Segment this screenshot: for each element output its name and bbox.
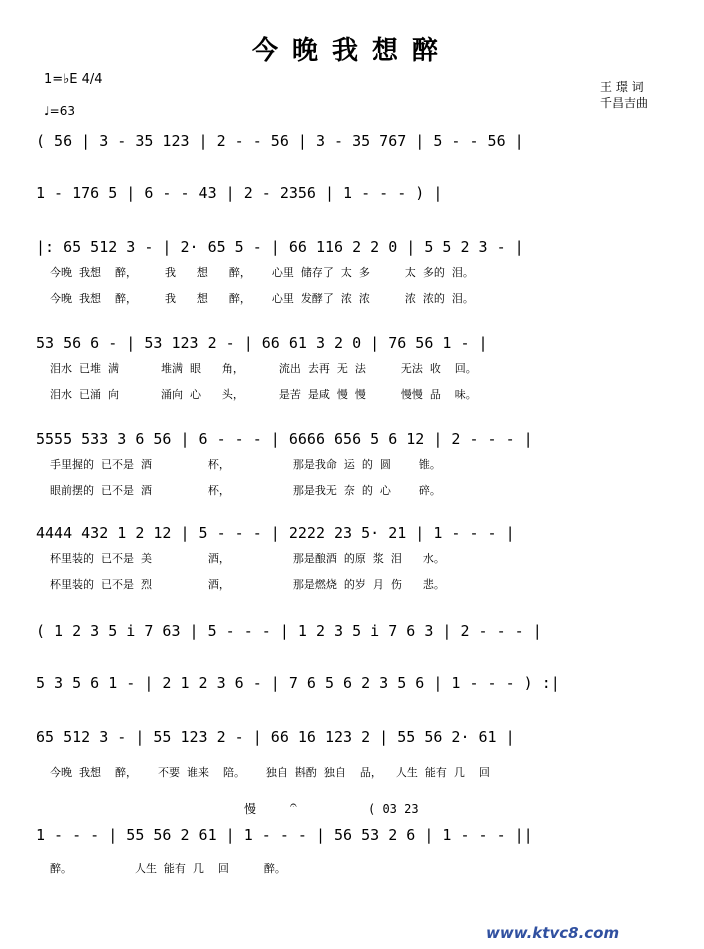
notation-line: 1 - - - | 55 56 2 61 | 1 - - - | 56 53 2 6 | 1 - - - || — [36, 826, 533, 844]
tempo-mark: ♩=63 — [44, 104, 75, 118]
score-row — [36, 670, 686, 704]
notation-line: 4444 432 1 2 12 | 5 - - - | 2222 23 5· 21 | 1 - - - | — [36, 524, 515, 542]
score-row — [36, 234, 686, 305]
notation-line: 5555 533 3 6 56 | 6 - - - | 6666 656 5 6 12 | 2 - - - | — [36, 430, 533, 448]
notation-line: 53 56 6 - | 53 123 2 - | 66 61 3 2 0 | 76 56 1 - | — [36, 334, 488, 352]
notation-line: |: 65 512 3 - | 2· 65 5 - | 66 116 2 2 0 | 5 5 2 3 - | — [36, 238, 524, 256]
lyric-line: 醉。 人生 能有 几 回 醉。 — [50, 862, 286, 875]
notation-line: 1 - 176 5 | 6 - - 43 | 2 - 2356 | 1 - - - ) | — [36, 184, 443, 202]
score-row — [36, 180, 686, 214]
lyric-line: 今晚 我想 醉， 我 想 醉， 心里 储存了 太 多 太 多的 泪。 — [50, 266, 474, 279]
notation-line: ( 1 2 3 5 i 7 63 | 5 - - - | 1 2 3 5 i 7 6 3 | 2 - - - | — [36, 622, 542, 640]
lyricist-credit: 王 璟 词 — [600, 80, 644, 94]
notation-line: 5 3 5 6 1 - | 2 1 2 3 6 - | 7 6 5 6 2 3 5 6 | 1 - - - ) :| — [36, 674, 560, 692]
fermata-icon: 𝄐 — [290, 798, 297, 812]
song-title: 今晚我想醉 — [251, 36, 452, 66]
lyric-line: 今晚 我想 醉， 不要 谁来 陪。 独自 斟酌 独自 品， 人生 能有 几 回 — [50, 766, 490, 779]
slow-mark: 慢 — [244, 802, 257, 816]
notation-line: 65 512 3 - | 55 123 2 - | 66 16 123 2 | 55 56 2· 61 | — [36, 728, 515, 746]
score-row — [36, 822, 686, 875]
score-row — [36, 618, 686, 652]
coda-bracket: ( 03 23 — [368, 802, 419, 816]
score-row — [36, 128, 686, 162]
score-row — [36, 520, 686, 591]
lyric-line: 泪水 已堆 满 堆满 眼 角， 流出 去再 无 法 无法 收 回。 — [50, 362, 477, 375]
lyric-line: 杯里装的 已不是 烈 酒， 那是燃烧 的岁 月 伤 悲。 — [50, 578, 445, 591]
lyric-line: 今晚 我想 醉， 我 想 醉， 心里 发酵了 浓 浓 浓 浓的 泪。 — [50, 292, 474, 305]
lyric-line: 眼前摆的 已不是 酒 杯， 那是我无 奈 的 心 碎。 — [50, 484, 441, 497]
score-row — [36, 426, 686, 497]
lyric-line: 杯里装的 已不是 美 酒， 那是酿酒 的原 浆 泪 水。 — [50, 552, 445, 565]
watermark: www.ktvc8.com — [486, 924, 620, 942]
score-row — [36, 330, 686, 401]
notation-line: ( 56 | 3 - 35 123 | 2 - - 56 | 3 - 35 767 | 5 - - 56 | — [36, 132, 524, 150]
key-signature: 1=♭E 4/4 — [44, 72, 103, 87]
score-row — [36, 724, 686, 779]
lyric-line: 泪水 已涌 向 涌向 心 头， 是苦 是咸 慢 慢 慢慢 品 味。 — [50, 388, 477, 401]
composer-credit: 千昌吉曲 — [600, 96, 649, 110]
lyric-line: 手里握的 已不是 酒 杯， 那是我命 运 的 圆 锥。 — [50, 458, 441, 471]
